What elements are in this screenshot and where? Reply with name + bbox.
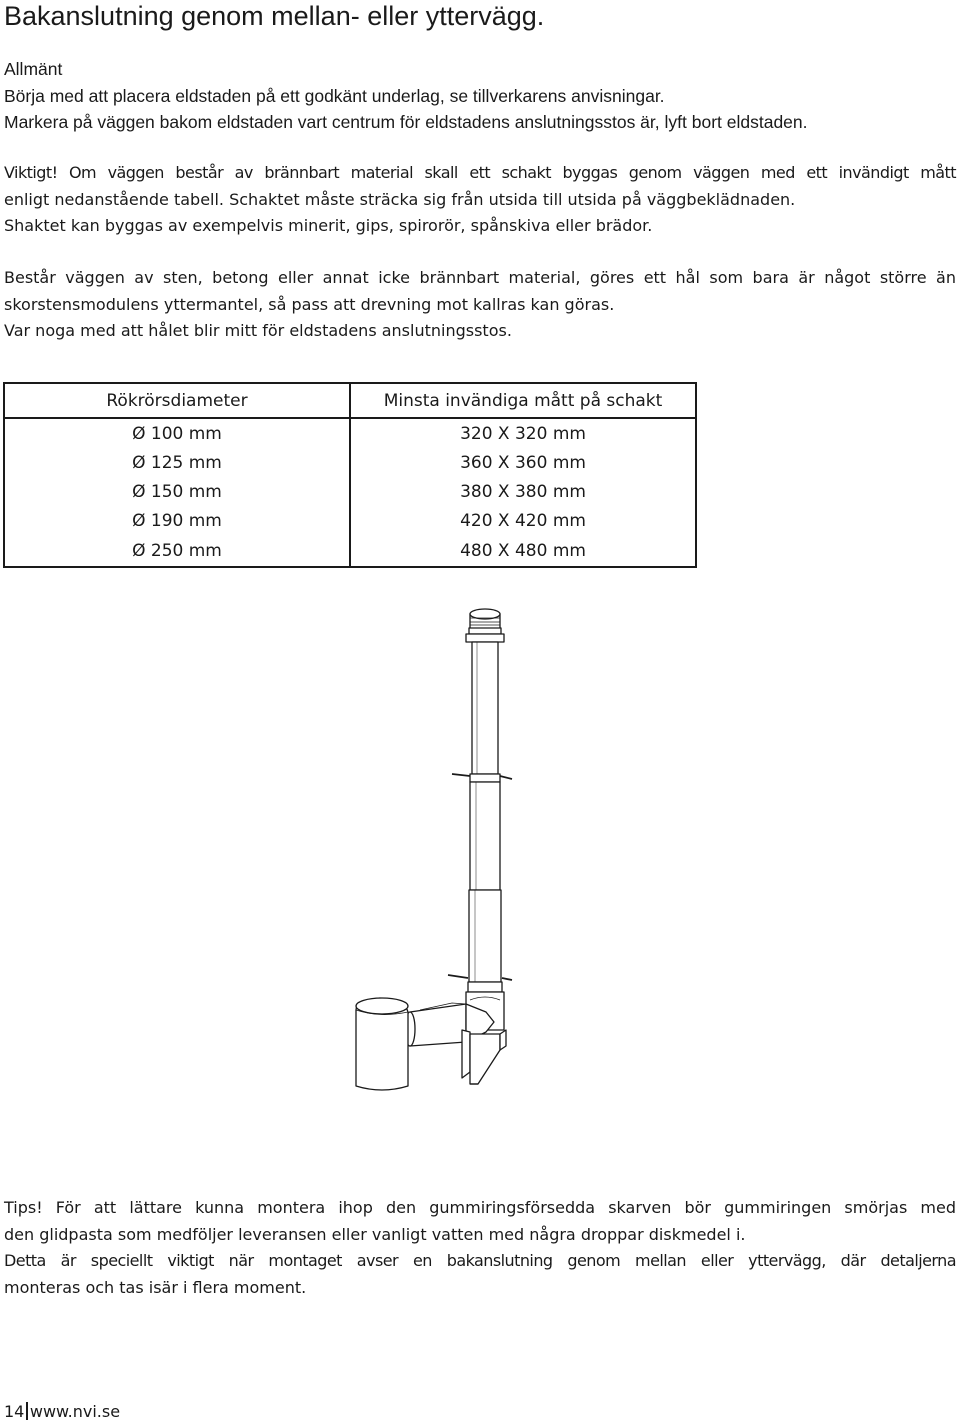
pipe-diameter-cell: Ø 100 mm — [4, 418, 350, 448]
table-row — [4, 477, 696, 506]
tips-line-3: Detta är speciellt viktigt när montaget avser en bakanslutning genom mellan eller yttervägg, där detaljerna — [4, 1251, 956, 1270]
table-header-row — [4, 383, 696, 418]
stone-wall-line-3: Var noga med att hålet blir mitt för eldstadens anslutningsstos. — [4, 321, 512, 340]
important-line-3: Shaktet kan byggas av exempelvis minerit, gips, spirorör, spånskiva eller brädor. — [4, 216, 653, 235]
table-row — [4, 448, 696, 477]
stone-wall-line-1: Består väggen av sten, betong eller annat icke brännbart material, göres ett hål som bara är något större än — [4, 268, 956, 287]
shaft-size-cell: 420 X 420 mm — [350, 506, 696, 535]
tips-section — [4, 1195, 956, 1301]
shaft-size-cell: 360 X 360 mm — [350, 448, 696, 477]
website-link[interactable]: www.nvi.se — [29, 1402, 121, 1421]
page-footer — [4, 1401, 120, 1423]
header-min-shaft-size: Minsta invändiga mått på schakt — [350, 383, 696, 418]
general-line-2: Markera på väggen bakom eldstaden vart centrum för eldstadens anslutningsstos är, lyft bort eldstaden. — [4, 112, 808, 132]
tips-line-1: Tips! För att lättare kunna montera ihop den gummiringsförsedda skarven bör gummiringen smörjas med — [4, 1198, 956, 1217]
pipe-diameter-cell: Ø 125 mm — [4, 448, 350, 477]
pipe-diameter-cell: Ø 190 mm — [4, 506, 350, 535]
table-row — [4, 535, 696, 567]
shaft-size-cell: 480 X 480 mm — [350, 535, 696, 567]
pipe-diameter-cell: Ø 250 mm — [4, 535, 350, 567]
important-line-2: enligt nedanstående tabell. Schaktet måste sträcka sig från utsida till utsida på väggbeklädnaden. — [4, 189, 796, 209]
important-line-1: Viktigt! Om väggen består av brännbart material skall ett schakt byggas genom väggen med ett invändigt mått — [4, 163, 956, 182]
general-section — [4, 56, 956, 136]
tips-line-2: den glidpasta som medföljer leveransen eller vanligt vatten med några droppar diskmedel i. — [4, 1224, 746, 1244]
shaft-size-cell: 320 X 320 mm — [350, 418, 696, 448]
table-row — [4, 506, 696, 535]
general-label: Allmänt — [4, 59, 63, 79]
chimney-pipe-installation-drawing — [340, 600, 580, 1100]
footer-divider — [26, 1402, 28, 1420]
header-pipe-diameter: Rökrörsdiameter — [4, 383, 350, 418]
page-number: 14 — [4, 1402, 25, 1421]
general-line-1: Börja med att placera eldstaden på ett godkänt underlag, se tillverkarens anvisningar. — [4, 85, 665, 106]
stone-wall-line-2: skorstensmodulens yttermantel, så pass att drevning mot kallras kan göras. — [4, 294, 615, 314]
important-section — [4, 160, 956, 240]
shaft-size-cell: 380 X 380 mm — [350, 477, 696, 506]
pipe-diameter-cell: Ø 150 mm — [4, 477, 350, 506]
table-row — [4, 418, 696, 448]
shaft-dimension-table — [3, 382, 697, 568]
stone-wall-section — [4, 265, 956, 345]
page-title: Bakanslutning genom mellan- eller yttervägg. — [4, 1, 545, 31]
tips-line-4: monteras och tas isär i flera moment. — [4, 1277, 307, 1297]
